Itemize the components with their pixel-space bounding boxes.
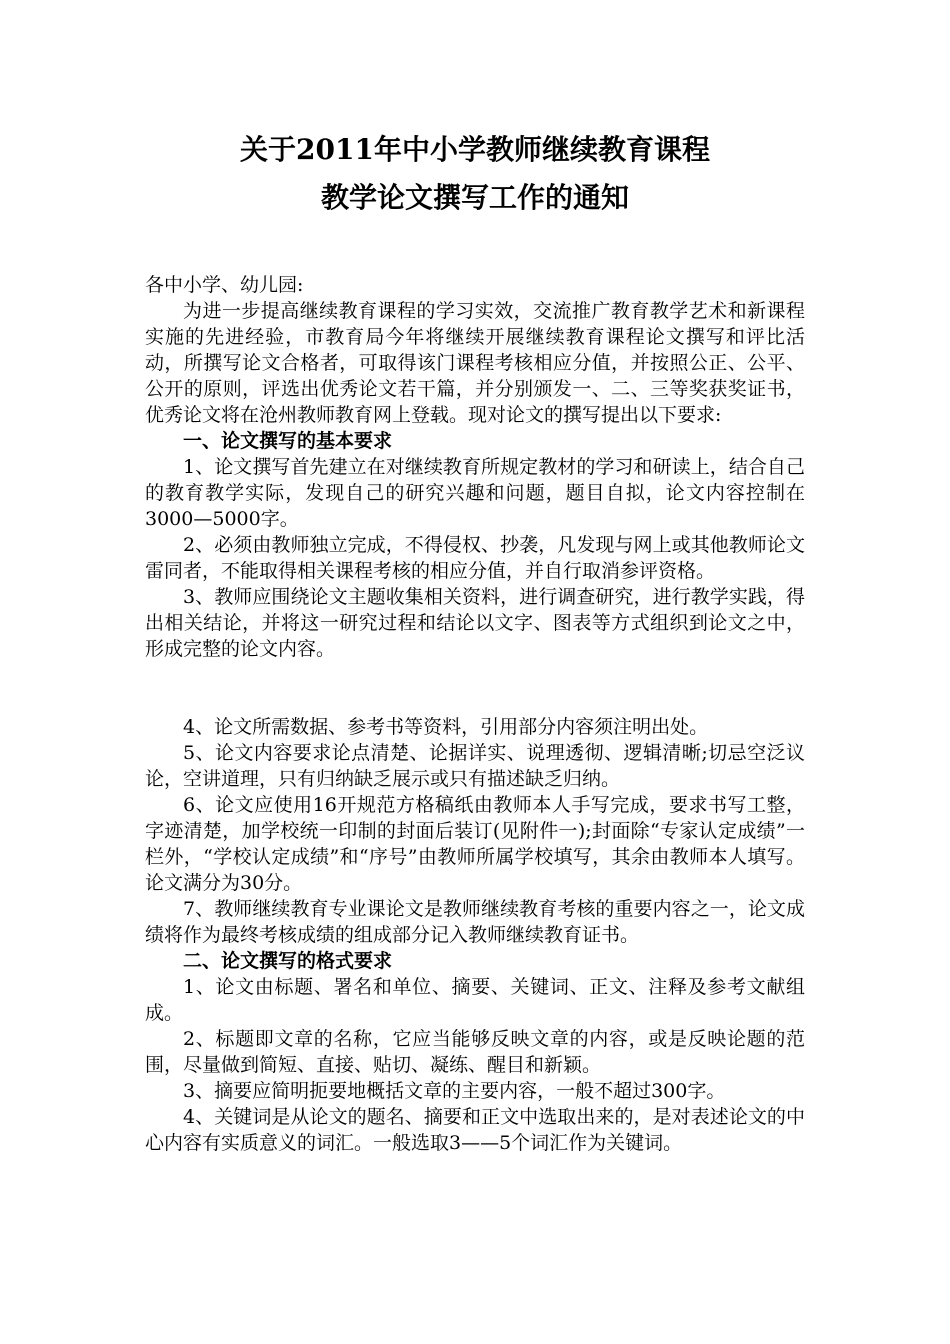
section-heading-2: 二、论文撰写的格式要求: [183, 950, 393, 972]
section1-item-4: 4、论文所需数据、参考书等资料，引用部分内容须注明出处。: [183, 716, 709, 738]
intro-paragraph: 为进一步提高继续教育课程的学习实效，交流推广教育教学艺术和新课程实施的先进经验，市教育局今年将继续开展继续教育课程论文撰写和评比活动，所撰写论文合格者，可取得该门课程考核相应分值，并按照公正、公平、公开的原则，评选出优秀论文若干篇，并分别颁发一、二、三等奖获奖证书，优秀论文将在沧州教师教育网上登载。现对论文的撰写提出以下要求:: [145, 300, 805, 426]
section1-item-5: 5、论文内容要求论点清楚、论据详实、说理透彻、逻辑清晰;切忌空泛议论，空讲道理，只有归纳缺乏展示或只有描述缺乏归纳。: [145, 742, 805, 790]
section-heading-1: 一、论文撰写的基本要求: [183, 430, 393, 452]
salutation: 各中小学、幼儿园:: [145, 274, 304, 296]
section1-item-1: 1、论文撰写首先建立在对继续教育所规定教材的学习和研读上，结合自己的教育教学实际，发现自己的研究兴趣和问题，题目自拟，论文内容控制在3000—5000字。: [145, 456, 805, 530]
section1-item-2: 2、必须由教师独立完成，不得侵权、抄袭，凡发现与网上或其他教师论文雷同者，不能取得相关课程考核的相应分值，并自行取消参评资格。: [145, 534, 805, 582]
document-body: [145, 272, 805, 1156]
title-line-2: 教学论文撰写工作的通知: [320, 181, 629, 214]
blank-gap: [145, 662, 805, 714]
section1-item-3: 3、教师应围绕论文主题收集相关资料，进行调查研究，进行教学实践，得出相关结论，并将这一研究过程和结论以文字、图表等方式组织到论文之中，形成完整的论文内容。: [145, 586, 805, 660]
section2-item-4: 4、关键词是从论文的题名、摘要和正文中选取出来的，是对表述论文的中心内容有实质意义的词汇。一般选取3——5个词汇作为关键词。: [145, 1106, 805, 1154]
section1-item-6: 6、论文应使用16开规范方格稿纸由教师本人手写完成，要求书写工整，字迹清楚，加学校统一印制的封面后装订(见附件一);封面除“专家认定成绩”一栏外，“学校认定成绩”和“序号”由教师所属学校填写，其余由教师本人填写。论文满分为30分。: [145, 794, 805, 894]
title-line-1: 关于2011年中小学教师继续教育课程: [240, 133, 710, 166]
section2-item-2: 2、标题即文章的名称，它应当能够反映文章的内容，或是反映论题的范围，尽量做到简短、直接、贴切、凝练、醒目和新颖。: [145, 1028, 805, 1076]
section2-item-1: 1、论文由标题、署名和单位、摘要、关键词、正文、注释及参考文献组成。: [145, 976, 805, 1024]
section1-item-7: 7、教师继续教育专业课论文是教师继续教育考核的重要内容之一，论文成绩将作为最终考核成绩的组成部分记入教师继续教育证书。: [145, 898, 805, 946]
section2-item-3: 3、摘要应简明扼要地概括文章的主要内容，一般不超过300字。: [183, 1080, 726, 1102]
